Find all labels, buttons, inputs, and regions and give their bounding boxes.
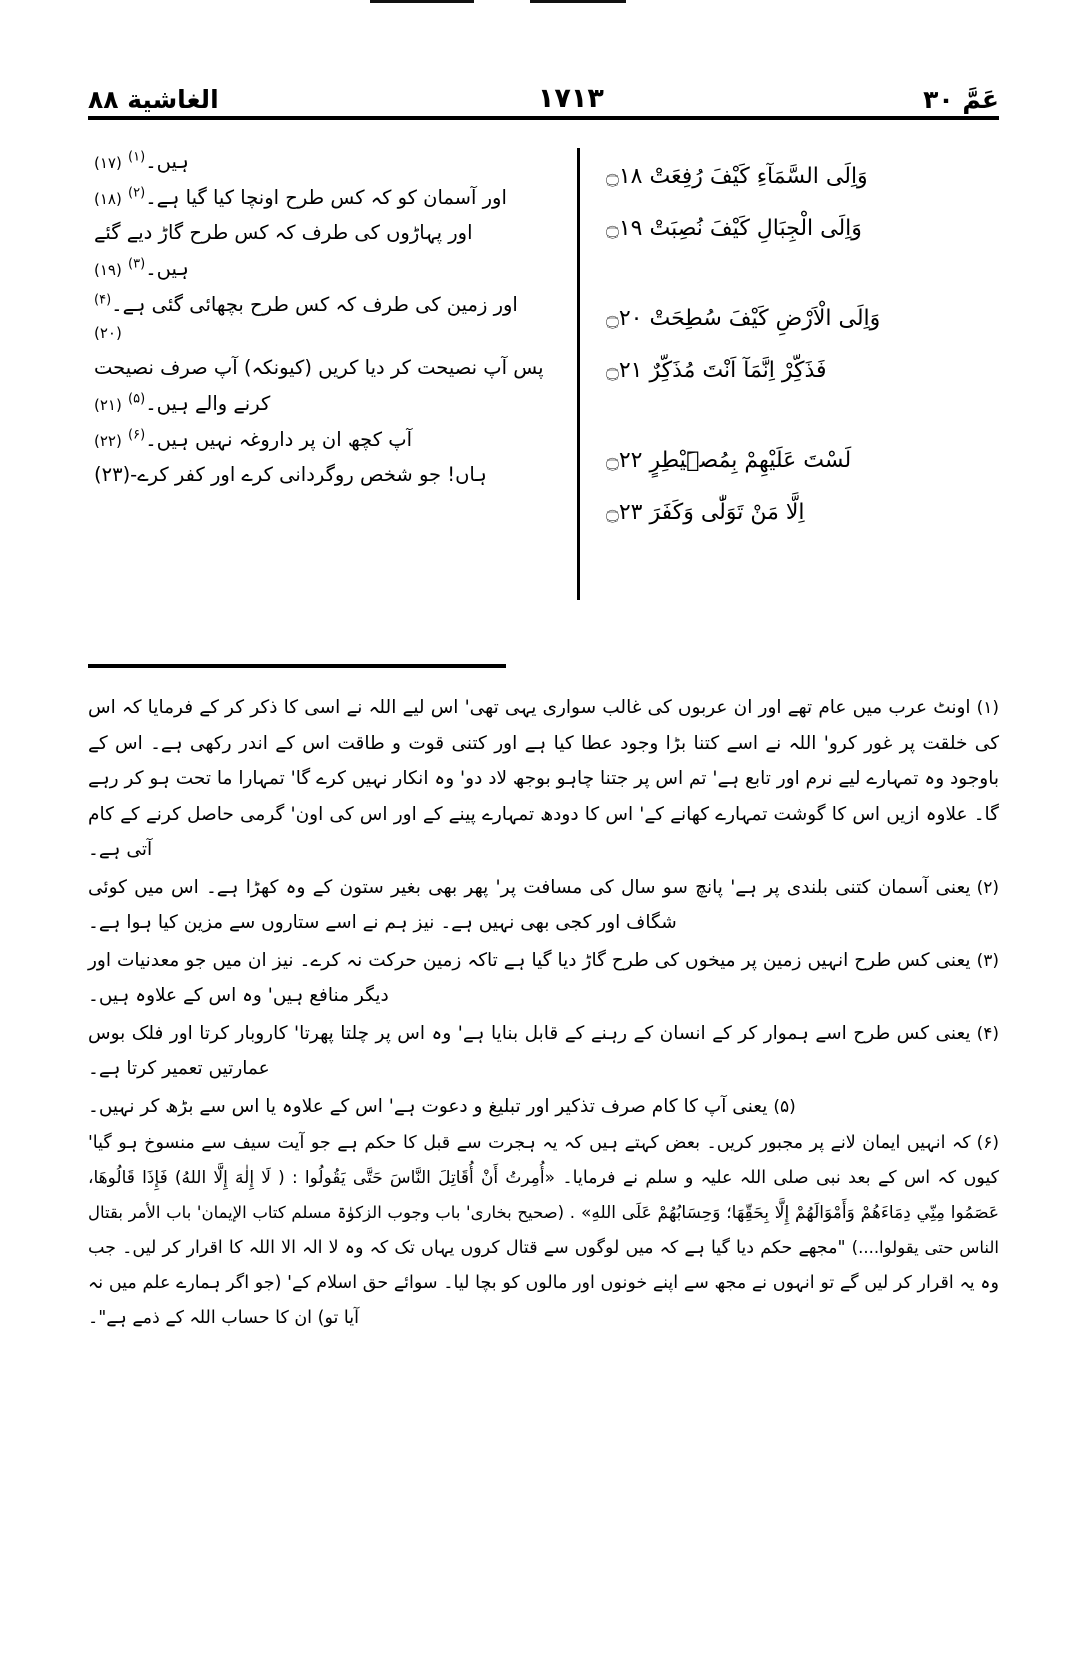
verse-number: (۲۱) [94, 395, 122, 414]
translation-line-18 [94, 184, 551, 212]
translation-line-20 [94, 291, 551, 346]
footnote-4 [88, 1016, 999, 1087]
translation-text: آپ کچھ ان پر داروغہ نہیں ہیں۔ [145, 427, 412, 451]
footnote-text: کہ انہیں ایمان لانے پر مجبور کریں۔ بعض کہتے ہیں کہ یہ ہجرت سے قبل کا حکم ہے جو آیت سیف سے منسوخ ہو گیا' کیوں کہ اس کے بعد نبی صلی اللہ علیہ و سلم نے فرمایا۔ [88, 1133, 999, 1189]
footnote-ref: (۴) [94, 292, 112, 308]
translation-text: اور پہاڑوں کی طرف کہ کس طرح گاڑ دیے گئے [94, 221, 473, 245]
translation-line-21a [94, 354, 551, 382]
translation-text: کرنے والے ہیں۔ [145, 391, 271, 415]
translation-line-22 [94, 426, 551, 454]
footnotes-section [88, 690, 999, 1338]
footnote-ref: (۶) [128, 427, 146, 442]
ayah-22: لَسْتَ عَلَيْهِمْ بِمُصَۣيْطِرٍ ۝۲۲ [605, 448, 852, 474]
footnote-text: یعنی کس طرح اسے ہموار کر کے انسان کے رہنے کے قابل بنایا ہے' وہ اس پر چلتا پھرتا' کاروبار کرتا اور فلک بوس عمارتیں تعمیر کرتا ہے۔ [88, 1022, 971, 1080]
footnote-divider-rule [88, 664, 506, 668]
translation-text: اور آسمان کو کہ کس طرح اونچا کیا گیا ہے۔ [145, 185, 507, 209]
hadith-arabic-text: «أُمِرتُ أَنْ أُقَاتِلَ النَّاسَ حَتَّى يَقُولُوا : ( لَا إِلٰهَ إِلَّا اللهُ) فَإِذَا قَالُوهَا، عَصَمُوا مِنِّي دِمَاءَهُمْ وَأَمْوَالَهُمْ إِلَّا بِحَقِّهَا؛ وَحِسَابُهُمْ عَلَى اللهِ» [88, 1168, 999, 1224]
arabic-verse-column [580, 142, 999, 622]
crop-mark-right [530, 0, 626, 3]
crop-mark-left [370, 0, 474, 3]
page-number: ۱۷۱۳ [537, 83, 604, 114]
footnote-marker: (۵) [773, 1096, 796, 1117]
translation-line-17 [94, 148, 551, 176]
hadith-urdu-meaning: "مجھے حکم دیا گیا ہے کہ میں لوگوں سے قتال کروں یہاں تک کہ وہ لا الہ الا اللہ کا اقرار کر لیں۔ جب وہ یہ اقرار کر لیں گے تو انہوں نے مجھ سے اپنے خونوں اور مالوں کو بچا لیا۔ سوائے حق اسلام کے' (جو اگر ہمارے علم میں نہ آیا تو) ان کا حساب اللہ کے ذمے ہے"۔ [88, 1238, 999, 1329]
footnote-text: اونٹ عرب میں عام تھے اور ان عربوں کی غالب سواری یہی تھی' اس لیے اللہ نے اسی کا ذکر کر کے فرمایا کہ اس کی خلقت پر غور کرو' اللہ نے اسے کتنا بڑا وجود عطا کیا ہے اور کتنی قوت و طاقت اس کے اندر رکھی ہے۔ اس کے باوجود وہ تمہارے لیے نرم اور تابع ہے' تم اس پر جتنا چاہو بوجھ لاد دو' وہ انکار نہیں کرے گا' تمہارا ما تحت ہو کر رہے گا۔ علاوہ ازیں اس کا گوشت تمہارے کھانے کے' اس کا دودھ تمہارے پینے کے اور اس کی اون' گرمی حاصل کرنے کے کام آتی ہے۔ [88, 697, 999, 861]
verse-number: (۱۹) [94, 261, 122, 280]
ayah-19: وَاِلَى الْجِبَالِ كَيْفَ نُصِبَتْ ۝۱۹ [605, 216, 862, 242]
translation-line-21b [94, 390, 551, 418]
translation-text: پس آپ نصیحت کر دیا کریں (کیونکہ) آپ صرف نصیحت [94, 356, 544, 380]
footnote-text: یعنی کس طرح انہیں زمین پر میخوں کی طرح گاڑ دیا گیا ہے تاکہ زمین حرکت نہ کرے۔ نیز ان میں جو معدنیات اور دیگر منافع ہیں' وہ اس کے علاوہ ہیں۔ [88, 949, 971, 1007]
translation-text: ہیں۔ [145, 257, 189, 281]
footnote-1 [88, 690, 999, 868]
scripture-section [88, 142, 999, 622]
verse-number: (۱۸) [94, 189, 122, 208]
footnote-marker: (۶) [976, 1133, 999, 1154]
urdu-translation-column [88, 142, 577, 622]
footnote-text: یعنی آپ کا کام صرف تذکیر اور تبلیغ و دعوت ہے' اس کے علاوہ یا اس سے بڑھ کر نہیں۔ [88, 1095, 768, 1117]
footnote-ref: (۳) [128, 256, 146, 272]
translation-text: ہیں۔ [145, 150, 189, 173]
footnote-5 [88, 1089, 999, 1125]
ayah-18: وَاِلَى السَّمَآءِ كَيْفَ رُفِعَتْ ۝۱۸ [605, 164, 868, 189]
footnote-6 [88, 1126, 999, 1336]
footnote-ref: (۵) [128, 391, 146, 407]
verse-number: (۱۷) [94, 154, 122, 172]
footnote-marker: (۴) [976, 1023, 999, 1044]
footnote-text: یعنی آسمان کتنی بلندی پر ہے' پانچ سو سال کی مسافت پر' پھر بھی بغیر ستون کے وہ کھڑا ہے۔ اس میں کوئی شگاف اور کجی بھی نہیں ہے۔ نیز ہم نے اسے ستاروں سے مزین کیا ہوا ہے۔ [88, 876, 971, 934]
verse-number: (۲۰) [94, 324, 122, 343]
footnote-marker: (۲) [976, 877, 1000, 898]
running-header [88, 66, 999, 112]
footnote-3 [88, 943, 999, 1014]
hadith-source-citation: . (صحیح بخاری' باب وجوب الزکوٰۃ مسلم کتاب الإیمان' باب الأمر بقتال الناس حتی یقولوا....) [88, 1203, 999, 1258]
footnote-marker: (۳) [976, 950, 999, 971]
column-divider-rule [577, 148, 580, 600]
footnote-ref: (۱) [128, 149, 146, 165]
translation-line-19a [94, 219, 551, 247]
footnote-ref: (۲) [128, 185, 146, 201]
translation-text: اور زمین کی طرف کہ کس طرح بچھائی گئی ہے۔ [111, 292, 518, 316]
footnote-marker: (۱) [976, 698, 999, 718]
header-divider-rule [88, 116, 999, 120]
ayah-20: وَاِلَى الْاَرْضِ كَيْفَ سُطِحَتْ ۝۲۰ [605, 306, 881, 332]
translation-text: ہاں! جو شخص روگردانی کرے اور کفر کرے-(۲۳) [94, 463, 487, 487]
translation-line-19b [94, 255, 551, 283]
juz-label: عَمَّ ۳۰ [923, 85, 999, 114]
verse-number: (۲۲) [94, 431, 122, 450]
ayah-21: فَذَكِّرْ اِنَّمَآ اَنْتَ مُذَكِّرٌ ۝۲۱ [605, 358, 827, 384]
footnote-2 [88, 870, 999, 941]
surah-label: الغاشية ۸۸ [88, 85, 219, 114]
ayah-23: اِلَّا مَنْ تَوَلّٰى وَكَفَرَ ۝۲۳ [605, 500, 805, 526]
translation-line-23 [94, 461, 551, 489]
